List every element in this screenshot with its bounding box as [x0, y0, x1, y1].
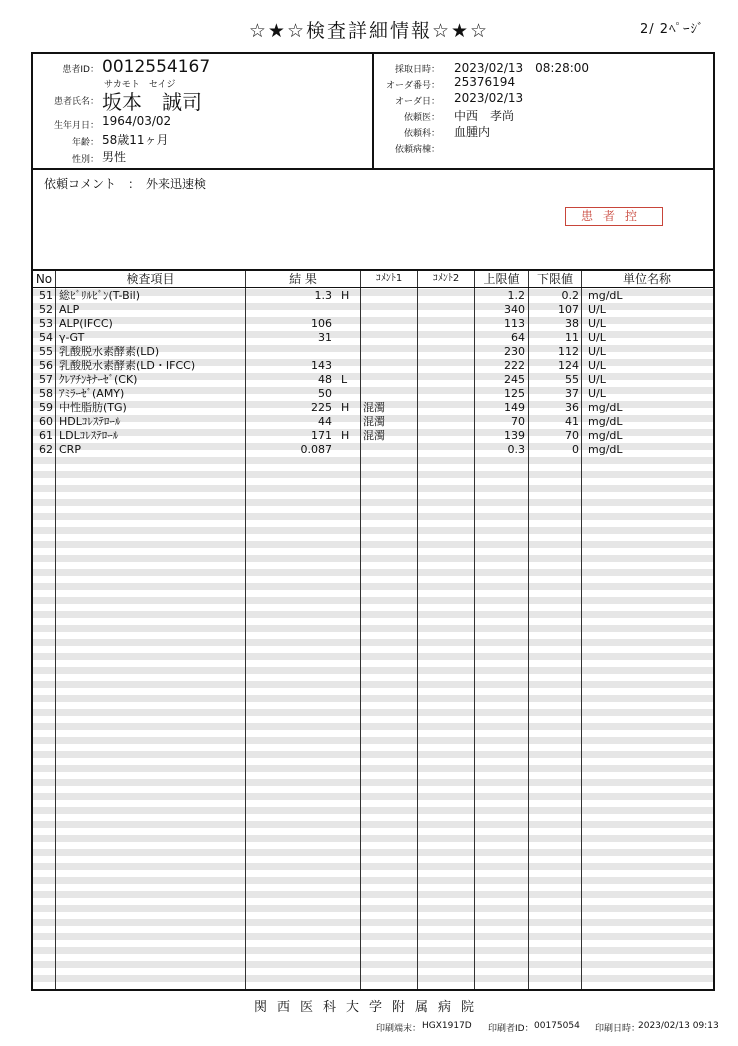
cell-item: ALP — [59, 303, 80, 316]
printer-id: 00175054 — [534, 1021, 580, 1031]
cell-unit: mg/dL — [588, 429, 623, 442]
row-stripe — [33, 695, 713, 702]
cell-unit: mg/dL — [588, 443, 623, 456]
row-stripe — [33, 849, 713, 856]
print-date-label: 印刷日時： — [595, 1024, 641, 1034]
row-stripe — [33, 737, 713, 744]
patient-id: 0012554167 — [102, 57, 211, 77]
cell-flag: H — [341, 401, 350, 414]
dob: 1964/03/02 — [102, 114, 172, 128]
row-stripe — [33, 485, 713, 492]
cell-item: ｸﾚｱﾁﾝｷﾅｰｾﾞ(CK) — [59, 373, 138, 386]
cell-unit: U/L — [588, 387, 606, 400]
collect-label: 採取日時： — [394, 65, 440, 75]
table-row — [33, 415, 713, 429]
row-stripe — [33, 947, 713, 954]
table-row — [33, 331, 713, 345]
cell-upper: 70 — [511, 415, 525, 428]
request-comment: 外来迅速検 — [146, 177, 207, 191]
print-terminal: HGX1917D — [422, 1021, 472, 1031]
row-stripe — [33, 667, 713, 674]
cell-item: HDLｺﾚｽﾃﾛｰﾙ — [59, 415, 121, 428]
cell-item: γ-GT — [59, 331, 85, 344]
row-stripe — [33, 961, 713, 968]
row-stripe — [33, 639, 713, 646]
dept: 血腫内 — [454, 125, 491, 139]
cell-lower: 124 — [558, 359, 579, 372]
cell-unit: U/L — [588, 373, 606, 386]
cell-result: 1.3 — [314, 289, 332, 302]
patient-name: 坂本 誠司 — [102, 90, 202, 114]
cell-no: 56 — [39, 359, 53, 372]
order-date: 2023/02/13 — [454, 91, 524, 105]
row-stripe — [33, 709, 713, 716]
cell-result: 143 — [311, 359, 332, 372]
table-row — [33, 345, 713, 359]
row-stripe — [33, 611, 713, 618]
cell-upper: 149 — [504, 401, 525, 414]
cell-c1: 混濁 — [363, 415, 385, 428]
cell-result: 31 — [318, 331, 332, 344]
cell-unit: U/L — [588, 359, 606, 372]
order-date-label: オーダ日： — [394, 97, 440, 107]
row-stripe — [33, 723, 713, 730]
cell-unit: mg/dL — [588, 401, 623, 414]
header-upper: 上限値 — [483, 272, 520, 286]
dept-label: 依頼科： — [403, 129, 440, 139]
row-stripe — [33, 625, 713, 632]
row-stripe — [33, 863, 713, 870]
request-comment-label: 依頼コメント ： — [44, 177, 141, 191]
row-stripe — [33, 751, 713, 758]
dob-label: 生年月日： — [53, 121, 99, 131]
cell-c1: 混濁 — [363, 429, 385, 442]
table-header — [33, 271, 713, 288]
table-row — [33, 303, 713, 317]
cell-result: 48 — [318, 373, 332, 386]
cell-flag: L — [341, 373, 348, 386]
cell-item: 乳酸脱水素酵素(LD・IFCC) — [59, 359, 196, 372]
cell-no: 54 — [39, 331, 53, 344]
table-row — [33, 429, 713, 443]
row-stripe — [33, 653, 713, 660]
cell-no: 57 — [39, 373, 53, 386]
cell-lower: 70 — [565, 429, 579, 442]
cell-item: ｱﾐﾗｰｾﾞ(AMY) — [59, 387, 125, 400]
row-stripe — [33, 891, 713, 898]
copy-stamp: 患者控 — [565, 207, 663, 226]
cell-lower: 112 — [558, 345, 579, 358]
cell-no: 55 — [39, 345, 53, 358]
row-stripe — [33, 765, 713, 772]
row-stripe — [33, 513, 713, 520]
print-date: 2023/02/13 09:13 — [638, 1021, 719, 1031]
order-no: 25376194 — [454, 75, 516, 89]
row-stripe — [33, 793, 713, 800]
header-lower: 下限値 — [536, 272, 573, 286]
row-stripe — [33, 835, 713, 842]
cell-unit: U/L — [588, 303, 606, 316]
cell-no: 51 — [39, 289, 53, 302]
row-stripe — [33, 821, 713, 828]
cell-upper: 0.3 — [507, 443, 525, 456]
cell-no: 58 — [39, 387, 53, 400]
cell-c1: 混濁 — [363, 401, 385, 414]
patient-id-label: 患者ID： — [62, 65, 99, 75]
row-stripe — [33, 681, 713, 688]
cell-no: 59 — [39, 401, 53, 414]
table-row — [33, 373, 713, 387]
cell-result: 0.087 — [300, 443, 332, 456]
order-no-label: オーダ番号： — [385, 81, 440, 91]
doctor: 中西 孝尚 — [454, 109, 515, 123]
cell-item: CRP — [59, 443, 81, 456]
cell-lower: 41 — [565, 415, 579, 428]
cell-upper: 139 — [504, 429, 525, 442]
cell-upper: 230 — [504, 345, 525, 358]
row-stripe — [33, 975, 713, 982]
cell-unit: mg/dL — [588, 415, 623, 428]
header-no: No — [35, 272, 53, 286]
page-number: 2/ 2ﾍﾟｰｼﾞ — [640, 22, 705, 37]
table-row — [33, 443, 713, 457]
row-stripe — [33, 541, 713, 548]
cell-lower: 0.2 — [561, 289, 579, 302]
row-stripe — [33, 807, 713, 814]
row-stripe — [33, 583, 713, 590]
cell-result: 44 — [318, 415, 332, 428]
cell-lower: 55 — [565, 373, 579, 386]
row-stripe — [33, 933, 713, 940]
print-terminal-label: 印刷端末： — [376, 1024, 422, 1034]
cell-upper: 245 — [504, 373, 525, 386]
row-stripe — [33, 457, 713, 464]
sex: 男性 — [102, 150, 127, 164]
header-comment2: ｺﾒﾝﾄ2 — [432, 273, 460, 284]
row-stripe — [33, 905, 713, 912]
table-row — [33, 359, 713, 373]
cell-result: 225 — [311, 401, 332, 414]
sex-label: 性別： — [71, 155, 99, 165]
doctor-label: 依頼医： — [403, 113, 440, 123]
report-title: ☆★☆検査詳細情報☆★☆ — [248, 20, 490, 42]
patient-name-label: 患者氏名： — [53, 97, 99, 107]
row-stripe — [33, 779, 713, 786]
cell-no: 52 — [39, 303, 53, 316]
cell-lower: 107 — [558, 303, 579, 316]
header-comment1: ｺﾒﾝﾄ1 — [375, 273, 403, 284]
cell-no: 62 — [39, 443, 53, 456]
cell-upper: 64 — [511, 331, 525, 344]
cell-upper: 222 — [504, 359, 525, 372]
cell-result: 50 — [318, 387, 332, 400]
cell-item: ALP(IFCC) — [59, 317, 113, 330]
collect-datetime: 2023/02/13 08:28:00 — [454, 61, 590, 75]
patient-kana: サカモト セイジ — [104, 80, 176, 90]
cell-unit: mg/dL — [588, 289, 623, 302]
row-stripe — [33, 877, 713, 884]
row-stripe — [33, 471, 713, 478]
table-row — [33, 317, 713, 331]
cell-result: 171 — [311, 429, 332, 442]
cell-item: 乳酸脱水素酵素(LD) — [59, 345, 160, 358]
table-row — [33, 401, 713, 415]
cell-unit: U/L — [588, 331, 606, 344]
hospital-name: 関西医科大学附属病院 — [253, 1000, 484, 1015]
cell-no: 53 — [39, 317, 53, 330]
cell-result: 106 — [311, 317, 332, 330]
cell-item: LDLｺﾚｽﾃﾛｰﾙ — [59, 429, 119, 442]
cell-no: 60 — [39, 415, 53, 428]
cell-upper: 125 — [504, 387, 525, 400]
cell-lower: 36 — [565, 401, 579, 414]
cell-flag: H — [341, 289, 350, 302]
row-stripe — [33, 569, 713, 576]
cell-upper: 113 — [504, 317, 525, 330]
row-stripe — [33, 499, 713, 506]
cell-item: 総ﾋﾞﾘﾙﾋﾞﾝ(T-Bil) — [59, 289, 141, 302]
row-stripe — [33, 527, 713, 534]
cell-upper: 1.2 — [507, 289, 525, 302]
cell-item: 中性脂肪(TG) — [59, 401, 127, 414]
cell-lower: 0 — [572, 443, 579, 456]
header-result: 結 果 — [289, 272, 317, 286]
printer-id-label: 印刷者ID： — [488, 1024, 534, 1034]
age: 58歳11ヶ月 — [102, 133, 169, 147]
cell-unit: U/L — [588, 345, 606, 358]
header-item: 検査項目 — [126, 272, 175, 286]
table-row — [33, 289, 713, 303]
cell-lower: 11 — [565, 331, 579, 344]
row-stripe — [33, 597, 713, 604]
cell-no: 61 — [39, 429, 53, 442]
cell-flag: H — [341, 429, 350, 442]
header-unit: 単位名称 — [622, 272, 671, 286]
cell-unit: U/L — [588, 317, 606, 330]
row-stripe — [33, 919, 713, 926]
age-label: 年齢： — [71, 138, 99, 148]
cell-lower: 38 — [565, 317, 579, 330]
cell-upper: 340 — [504, 303, 525, 316]
row-stripe — [33, 555, 713, 562]
table-row — [33, 387, 713, 401]
cell-lower: 37 — [565, 387, 579, 400]
ward-label: 依頼病棟： — [394, 145, 440, 155]
